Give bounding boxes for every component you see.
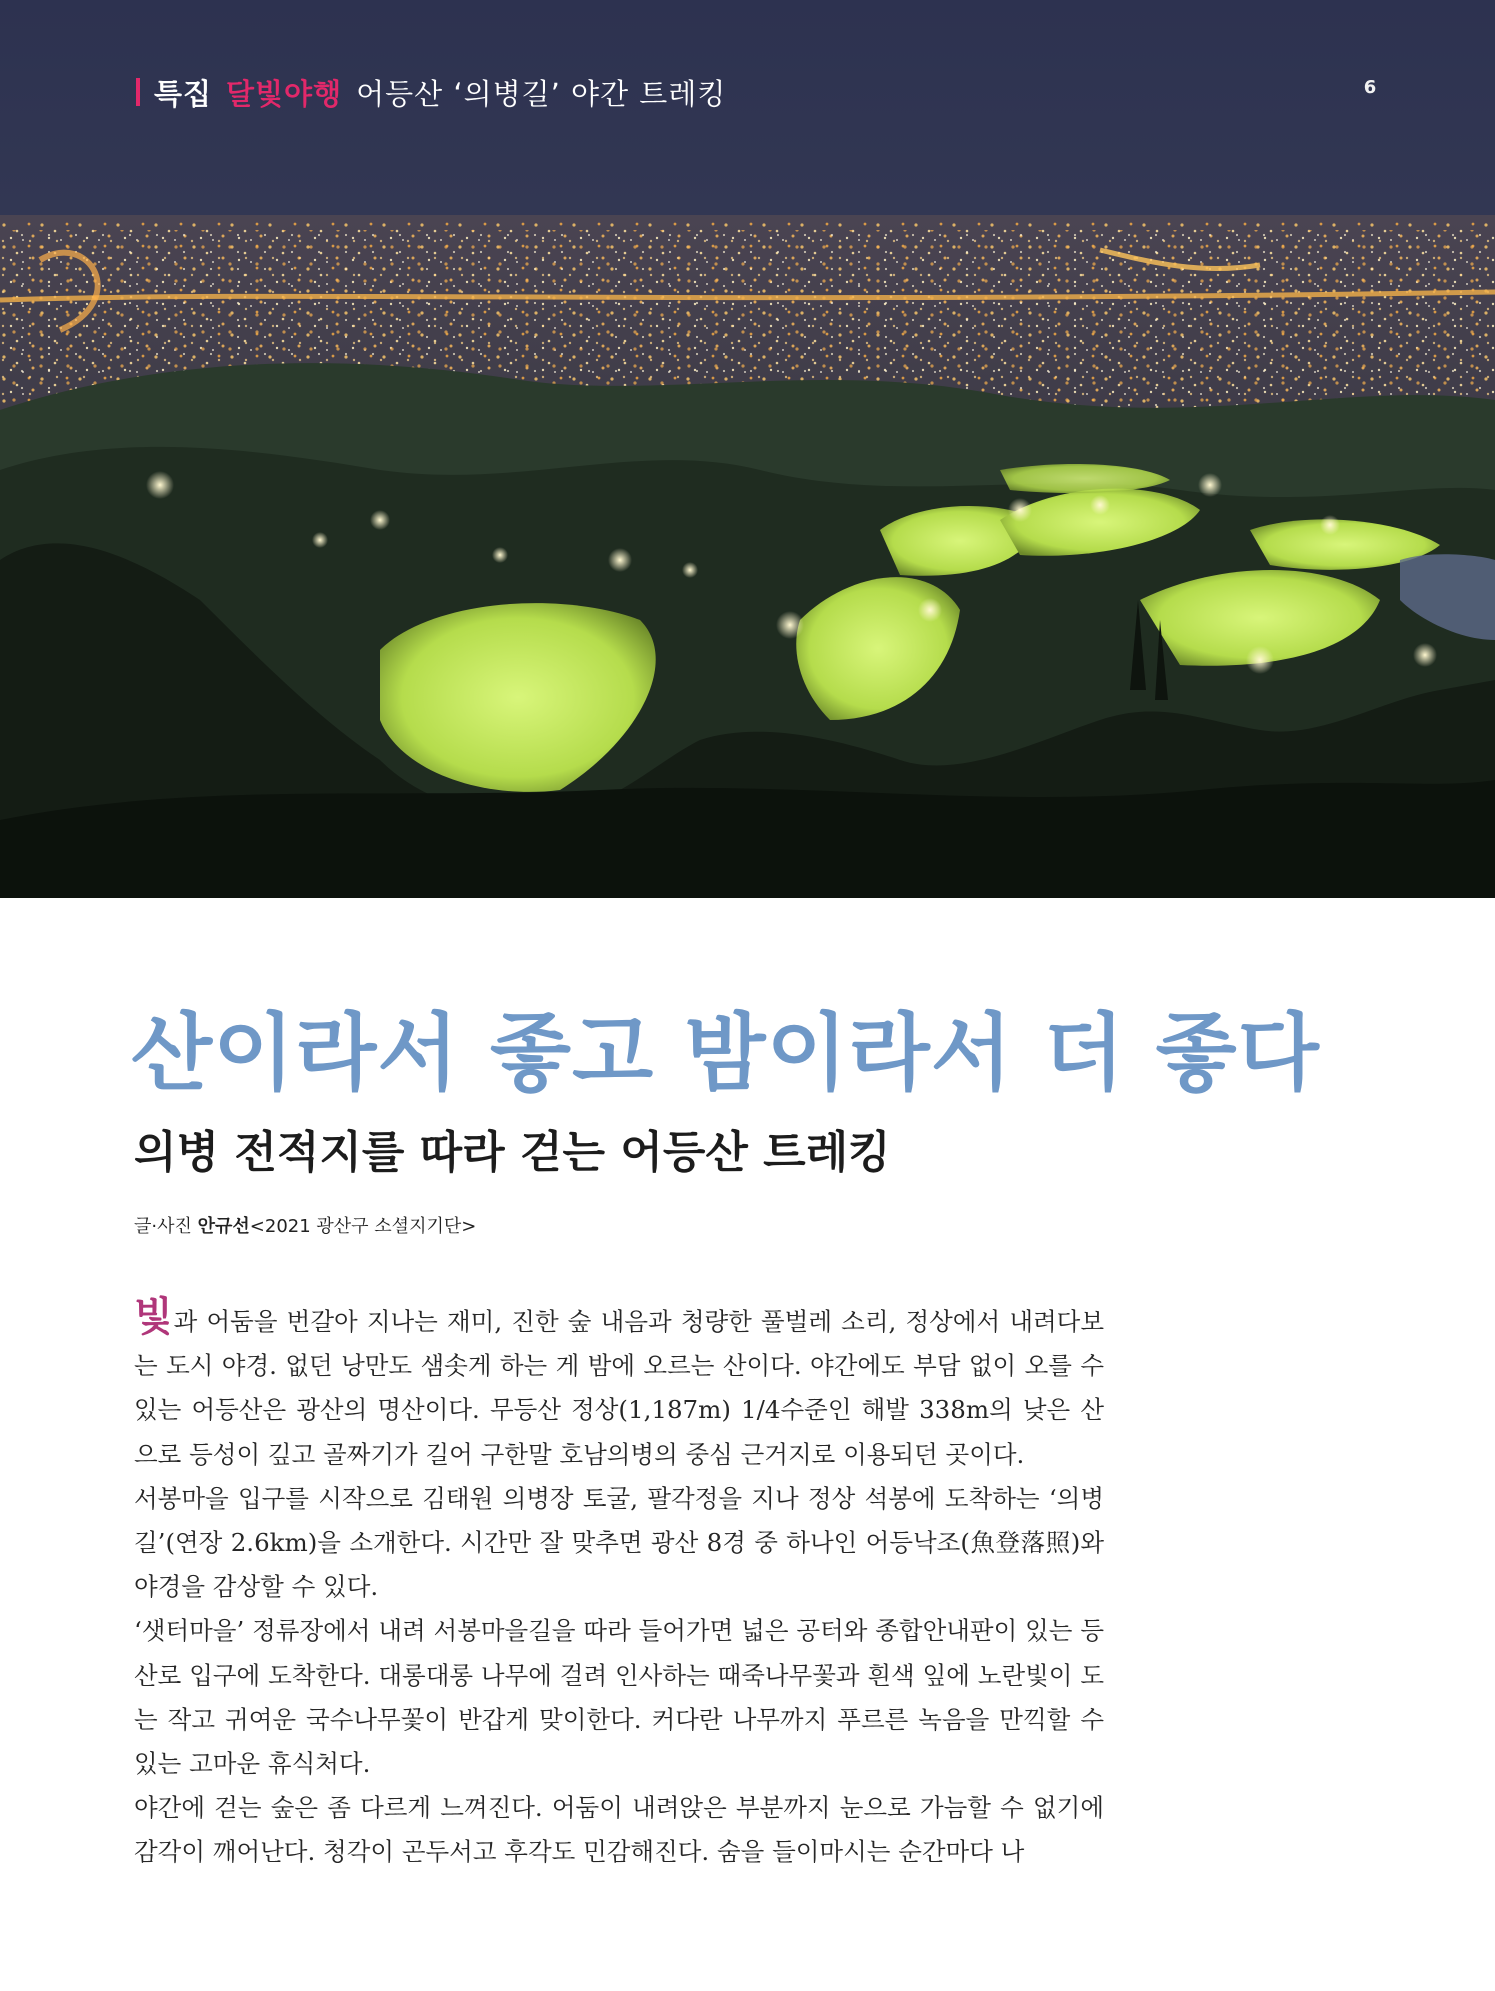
page-title: 산이라서 좋고 밤이라서 더 좋다 [131,1004,1320,1102]
byline [134,1212,476,1238]
page-number: 6 [1363,77,1377,98]
header-series: 달빛야행 [226,76,343,111]
hero-photo [0,0,1495,898]
byline-affiliation: <2021 광산구 소셜지기단> [249,1216,477,1237]
header-section: 특집 [154,76,213,111]
header-accent-rule [136,78,140,106]
byline-prefix: 글·사진 [134,1216,192,1237]
drop-cap: 빛 [134,1293,173,1340]
night-golf-course-cityscape-photo [0,0,1495,898]
paragraph-text: 과 어둠을 번갈아 지나는 재미, 진한 숲 내음과 청량한 풀벌레 소리, 정상에서 내려다보는 도시 야경. 없던 낭만도 샘솟게 하는 게 밤에 오르는 산이다. 야간에도 부담 없이 오를 수 있는 어등산은 광산의 명산이다. 무등산 정상(1,187m) 1/4수준인 해발 338m의 낮은 산으로 등성이 깊고 골짜기가 길어 구한말 호남의병의 중심 근거지로 이용되던 곳이다. [134,1307,1104,1469]
page-subtitle: 의병 전적지를 따라 걷는 어등산 트레킹 [134,1127,891,1178]
byline-author: 안규선 [197,1216,250,1237]
article-paragraph: ‘샛터마을’ 정류장에서 내려 서봉마을길을 따라 들어가면 넓은 공터와 종합안내판이 있는 등산로 입구에 도착한다. 대롱대롱 나무에 걸려 인사하는 때죽나무꽃과 흰색 잎에 노란빛이 도는 작고 귀여운 국수나무꽃이 반갑게 맞이한다. 커다란 나무까지 푸르른 녹음을 만끽할 수 있는 고마운 휴식처다. [134,1616,1104,1779]
article-body [134,1293,1104,1875]
article-paragraph: 서봉마을 입구를 시작으로 김태원 의병장 토굴, 팔각정을 지나 정상 석봉에 도착하는 ‘의병길’(연장 2.6km)을 소개한다. 시간만 잘 맞추면 광산 8경 중 하나인 어등낙조(魚登落照)와 야경을 감상할 수 있다. [134,1483,1104,1602]
article-paragraph: 야간에 걷는 숲은 좀 다르게 느껴진다. 어둠이 내려앉은 부분까지 눈으로 가늠할 수 없기에 감각이 깨어난다. 청각이 곤두서고 후각도 민감해진다. 숨을 들이마시는 순간마다 나 [134,1793,1104,1867]
running-header [136,70,726,114]
header-topic: 어등산 ‘의병길’ 야간 트레킹 [356,76,727,111]
article-paragraph [134,1293,1104,1477]
